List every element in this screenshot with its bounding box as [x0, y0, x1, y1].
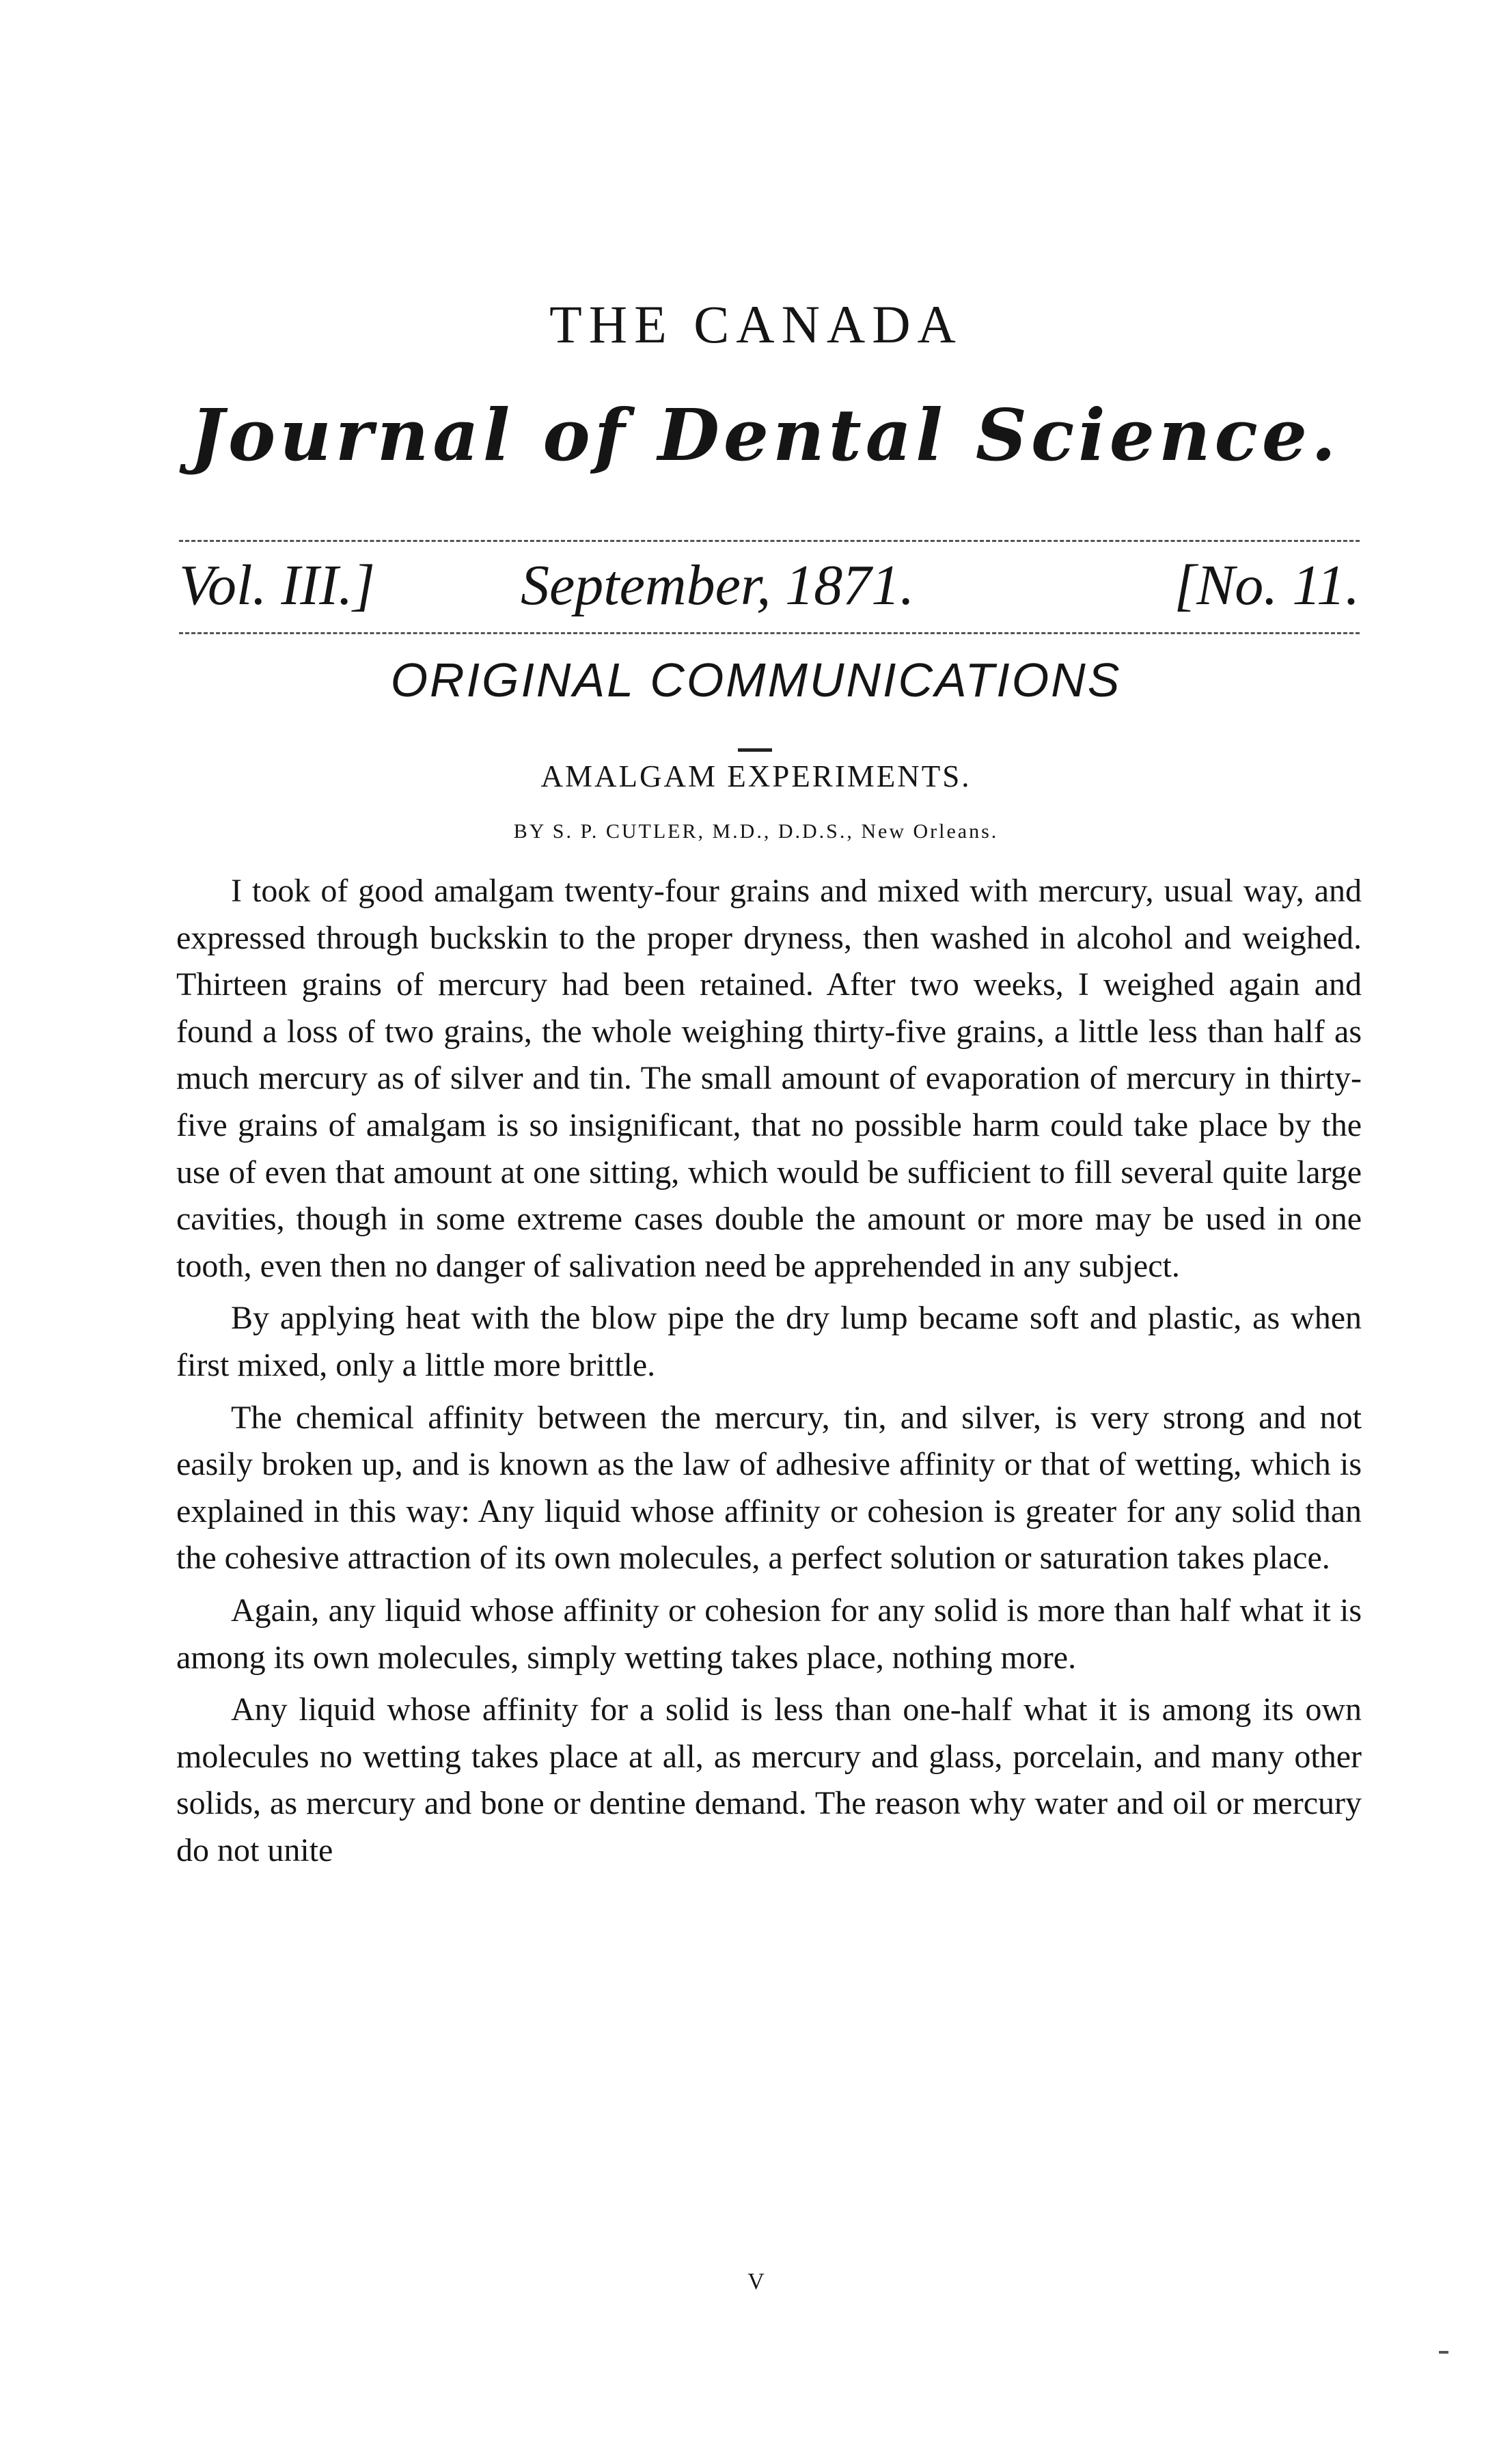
article-byline: BY S. P. CUTLER, M.D., D.D.S., New Orleans. — [513, 820, 999, 843]
signature-mark: V — [747, 2269, 765, 2294]
article-body — [176, 868, 1362, 1879]
bottom-divider — [179, 632, 1360, 634]
issue-line — [179, 552, 1360, 627]
section-rule — [738, 748, 772, 752]
stray-ink-mark — [1439, 2351, 1448, 2354]
paragraph: The chemical affinity between the mercury, tin, and silver, is very strong and not easily broken up, and is known as the law of adhesive affinity or that of wetting, which is explained in this way: Any liquid whose affinity or cohesion is greater for any solid than the cohesive attraction of its own molecules, a perfect solution or saturation takes place. — [176, 1399, 1362, 1577]
section-heading: ORIGINAL COMMUNICATIONS — [390, 653, 1122, 707]
volume-label: Vol. III.] — [179, 554, 375, 617]
paragraph: I took of good amalgam twenty-four grains and mixed with mercury, usual way, and expressed through buckskin to the proper dryness, then washed in alcohol and weighed. Thirteen grains of mercury had been retained. After two weeks, I weighed again and found a loss of two grains, the whole weighing thirty-five grains, a little less than half as much mercury as of silver and tin. The small amount of evaporation of mercury in thirty-five grains of amalgam is so insignificant, that no possible harm could take place by the use of even that amount at one sitting, which would be sufficient to fill several quite large cavities, though in some extreme cases double the amount or more may be used in one tooth, even then no danger of salivation need be apprehended in any subject. — [176, 873, 1362, 1284]
masthead-top-line: THE CANADA — [549, 295, 963, 354]
paragraph: By applying heat with the blow pipe the dry lump became soft and plastic, as when first mixed, only a little more brittle. — [176, 1300, 1362, 1383]
paragraph: Any liquid whose affinity for a solid is less than one-half what it is among its own molecules no wetting takes place at all, as mercury and glass, porcelain, and many other solids, as mercury and bone or dentine demand. The reason why water and oil or mercury do not unite — [176, 1691, 1362, 1868]
article-title: AMALGAM EXPERIMENTS. — [540, 759, 972, 793]
top-divider — [179, 540, 1360, 542]
issue-number: [No. 11. — [1174, 554, 1360, 617]
issue-date: September, 1871. — [521, 554, 915, 617]
journal-title: Journal of Dental Science. — [190, 393, 1341, 477]
paragraph: Again, any liquid whose affinity or cohesion for any solid is more than half what it is among its own molecules, simply wetting takes place, nothing more. — [176, 1592, 1362, 1676]
